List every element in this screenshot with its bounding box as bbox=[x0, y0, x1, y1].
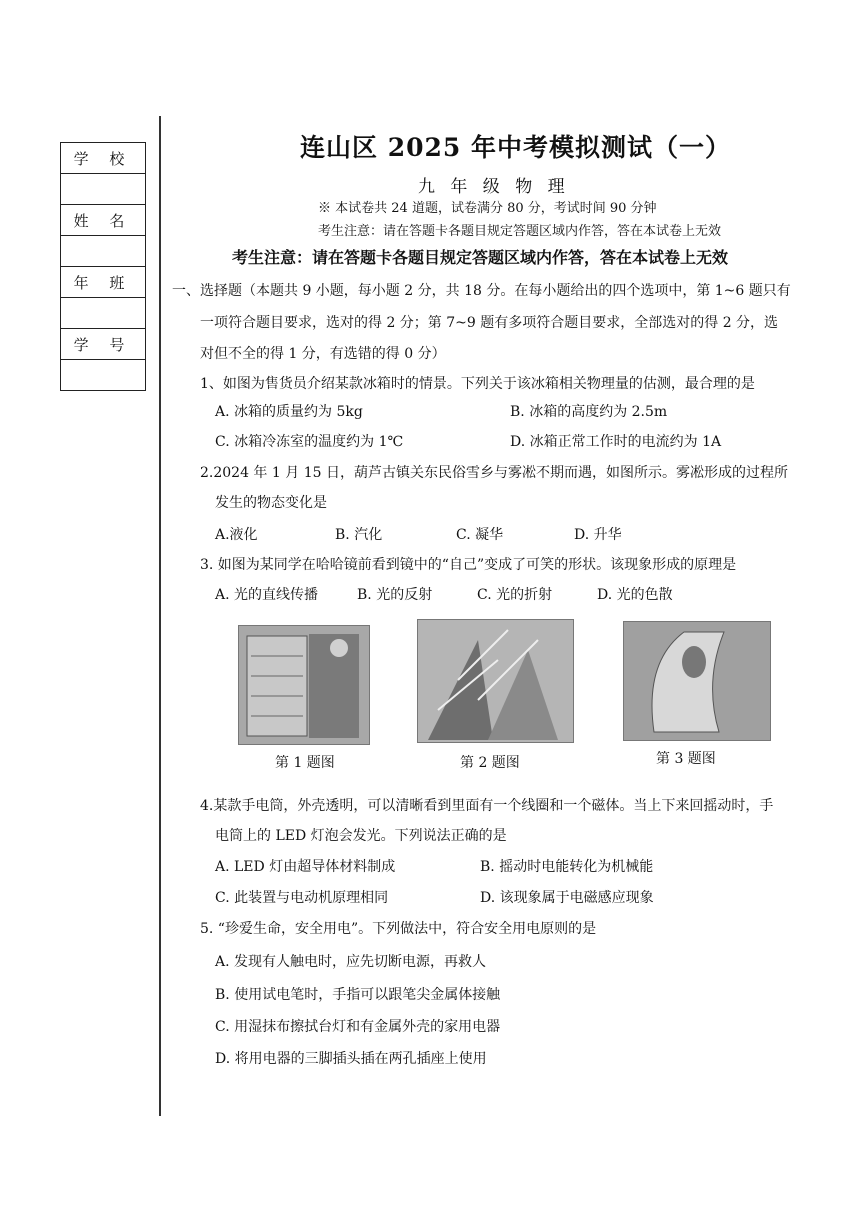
section-intro-1: 一、选择题（本题共 9 小题，每小题 2 分，共 18 分。在每小题给出的四个选项中，第 1~6 题只有 bbox=[172, 283, 791, 299]
q4-option-b[interactable]: B. 摇动时电能转化为机械能 bbox=[480, 859, 654, 875]
q1-option-c[interactable]: C. 冰箱冷冻室的温度约为 1℃ bbox=[215, 434, 404, 450]
section-intro-2: 一项符合题目要求，选对的得 2 分；第 7~9 题有多项符合题目要求，全部选对的得 2 分，选 bbox=[200, 315, 779, 331]
school-label: 学 校 bbox=[61, 143, 145, 174]
q2-option-b[interactable]: B. 汽化 bbox=[335, 527, 383, 543]
student-info-table bbox=[60, 142, 146, 391]
student-no-field[interactable] bbox=[61, 360, 145, 391]
name-field[interactable] bbox=[61, 236, 145, 267]
figure-2-rime bbox=[417, 619, 574, 743]
q3-stem: 3. 如图为某同学在哈哈镜前看到镜中的“自己”变成了可笑的形状。该现象形成的原理是 bbox=[200, 557, 737, 573]
q1-option-a[interactable]: A. 冰箱的质量约为 5kg bbox=[215, 404, 363, 420]
name-label: 姓 名 bbox=[61, 205, 145, 236]
class-field[interactable] bbox=[61, 298, 145, 329]
q4-stem-1: 4.某款手电筒，外壳透明，可以清晰看到里面有一个线圈和一个磁体。当上下来回摇动时，手 bbox=[200, 798, 774, 814]
q1-option-d[interactable]: D. 冰箱正常工作时的电流约为 1A bbox=[510, 434, 722, 450]
q1-stem: 1、如图为售货员介绍某款冰箱时的情景。下列关于该冰箱相关物理量的估测，最合理的是 bbox=[200, 376, 755, 392]
q3-option-b[interactable]: B. 光的反射 bbox=[357, 587, 433, 603]
figure-3-caption: 第 3 题图 bbox=[656, 751, 716, 767]
q2-option-c[interactable]: C. 凝华 bbox=[456, 527, 504, 543]
q5-stem: 5. “珍爱生命，安全用电”。下列做法中，符合安全用电原则的是 bbox=[200, 921, 597, 937]
q5-option-b[interactable]: B. 使用试电笔时，手指可以跟笔尖金属体接触 bbox=[215, 987, 501, 1003]
q3-option-a[interactable]: A. 光的直线传播 bbox=[215, 587, 319, 603]
q4-option-a[interactable]: A. LED 灯由超导体材料制成 bbox=[215, 859, 396, 875]
q4-option-c[interactable]: C. 此装置与电动机原理相同 bbox=[215, 890, 389, 906]
class-label: 年 班 bbox=[61, 267, 145, 298]
school-field[interactable] bbox=[61, 174, 145, 205]
q1-option-b[interactable]: B. 冰箱的高度约为 2.5m bbox=[510, 404, 668, 420]
notice-bold: 考生注意：请在答题卡各题目规定答题区域内作答，答在本试卷上无效 bbox=[232, 248, 729, 267]
q2-stem-2: 发生的物态变化是 bbox=[215, 495, 327, 511]
q2-option-a[interactable]: A.液化 bbox=[215, 527, 258, 543]
figure-2-caption: 第 2 题图 bbox=[460, 755, 520, 771]
figure-3-funhouse-mirror bbox=[623, 621, 771, 741]
exam-info: ※ 本试卷共 24 道题，试卷满分 80 分，考试时间 90 分钟 bbox=[318, 201, 657, 216]
student-no-label: 学 号 bbox=[61, 329, 145, 360]
q2-stem-1: 2.2024 年 1 月 15 日，葫芦古镇关东民俗雪乡与雾凇不期而遇，如图所示。雾凇形成的过程所 bbox=[200, 465, 788, 481]
q5-option-d[interactable]: D. 将用电器的三脚插头插在两孔插座上使用 bbox=[215, 1051, 487, 1067]
q4-option-d[interactable]: D. 该现象属于电磁感应现象 bbox=[480, 890, 654, 906]
q3-option-d[interactable]: D. 光的色散 bbox=[597, 587, 673, 603]
exam-subtitle: 九 年 级 物 理 bbox=[418, 177, 570, 197]
notice-small: 考生注意：请在答题卡各题目规定答题区域内作答，答在本试卷上无效 bbox=[318, 224, 722, 239]
figure-1-caption: 第 1 题图 bbox=[275, 755, 335, 771]
figure-1-refrigerator bbox=[238, 625, 370, 745]
section-intro-3: 对但不全的得 1 分，有选错的得 0 分） bbox=[200, 346, 446, 362]
exam-title: 连山区 2025 年中考模拟测试（一） bbox=[300, 133, 731, 162]
q3-option-c[interactable]: C. 光的折射 bbox=[477, 587, 553, 603]
q5-option-c[interactable]: C. 用湿抹布擦拭台灯和有金属外壳的家用电器 bbox=[215, 1019, 501, 1035]
q5-option-a[interactable]: A. 发现有人触电时，应先切断电源，再救人 bbox=[215, 954, 487, 970]
q4-stem-2: 电筒上的 LED 灯泡会发光。下列说法正确的是 bbox=[215, 828, 507, 844]
binding-line bbox=[159, 116, 161, 1116]
q2-option-d[interactable]: D. 升华 bbox=[574, 527, 622, 543]
